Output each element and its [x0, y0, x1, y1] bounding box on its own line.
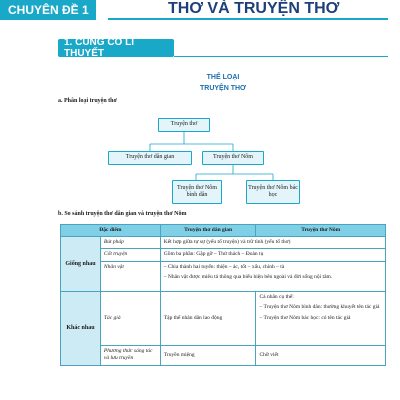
- diagram-heading-genre: THỂ LOẠI: [206, 74, 240, 81]
- cell-character: [160, 261, 385, 291]
- table-row: [61, 249, 386, 261]
- node-truyen-tho-dan-gian: Truyện thơ dân gian: [108, 151, 192, 165]
- header-feature: Đặc điểm: [61, 225, 161, 237]
- header-nom: Truyện thơ Nôm: [256, 225, 386, 237]
- criterion-transmission: Phương thức sáng tác và lưu truyền: [100, 345, 160, 365]
- cell-transmission-folk: Truyền miệng: [160, 345, 256, 365]
- author-nom-line-2: – Truyện thơ Nôm bình dân: thường khuyết tên tác giả: [259, 304, 380, 311]
- classification-diagram: [58, 70, 388, 210]
- diagram-heading-topic: TRUYỆN THƠ: [199, 85, 247, 92]
- section-title: 1. CỦNG CỐ LÍ THUYẾT: [58, 39, 174, 57]
- diagram-subtitle: a. Phân loại truyện thơ: [58, 98, 117, 104]
- comparison-table: [60, 224, 386, 366]
- cell-author-nom: [256, 291, 386, 345]
- table-row: [61, 237, 386, 249]
- node-truyen-tho-nom-bac-hoc: Truyện thơ Nôm bác học: [246, 180, 300, 204]
- header-folk: Truyện thơ dân gian: [160, 225, 256, 237]
- character-line-2: – Nhân vật được miêu tả thông qua biểu hiện bên ngoài và đời sống nội tâm.: [163, 274, 333, 281]
- cell-author-folk: Tập thể nhân dân lao động: [160, 291, 256, 345]
- table-header-row: [61, 225, 386, 237]
- group-different: Khác nhau: [61, 291, 101, 365]
- node-truyen-tho-nom: Truyện thơ Nôm: [202, 151, 264, 165]
- section-divider: [174, 56, 388, 57]
- table-row: [61, 291, 386, 345]
- table-row: [61, 345, 386, 365]
- author-nom-line-1: Cá nhân cụ thể:: [259, 293, 294, 300]
- cell-transmission-nom: Chữ viết: [256, 345, 386, 365]
- chapter-title: THƠ VÀ TRUYỆN THƠ: [108, 0, 388, 20]
- node-truyen-tho: Truyện thơ: [158, 118, 210, 132]
- criterion-plot: Cốt truyện: [100, 249, 160, 261]
- table-row: [61, 261, 386, 291]
- node-truyen-tho-nom-binh-dan: Truyện thơ Nôm bình dân: [172, 180, 222, 204]
- author-nom-line-3: – Truyện thơ Nôm bác học: có tên tác giả: [259, 314, 351, 321]
- diagram-connectors: [58, 70, 388, 210]
- group-similar: Giống nhau: [61, 237, 101, 292]
- criterion-author: Tác giả: [100, 291, 160, 345]
- table-subtitle: b. So sánh truyện thơ dân gian và truyện thơ Nôm: [58, 211, 187, 217]
- cell-technique: Kết hợp giữa tự sự (yếu tố truyện) và trữ tình (yếu tố thơ): [160, 237, 385, 249]
- chapter-label: CHUYÊN ĐỀ 1: [0, 0, 96, 20]
- cell-plot: Gồm ba phần: Gặp gỡ – Thử thách – Đoàn tụ: [160, 249, 385, 261]
- criterion-character: Nhân vật: [100, 261, 160, 291]
- criterion-technique: Bút pháp: [100, 237, 160, 249]
- character-line-1: – Chia thành hai tuyến: thiện – ác, tốt – xấu, chính – tà: [163, 263, 285, 270]
- chapter-header: [0, 0, 400, 24]
